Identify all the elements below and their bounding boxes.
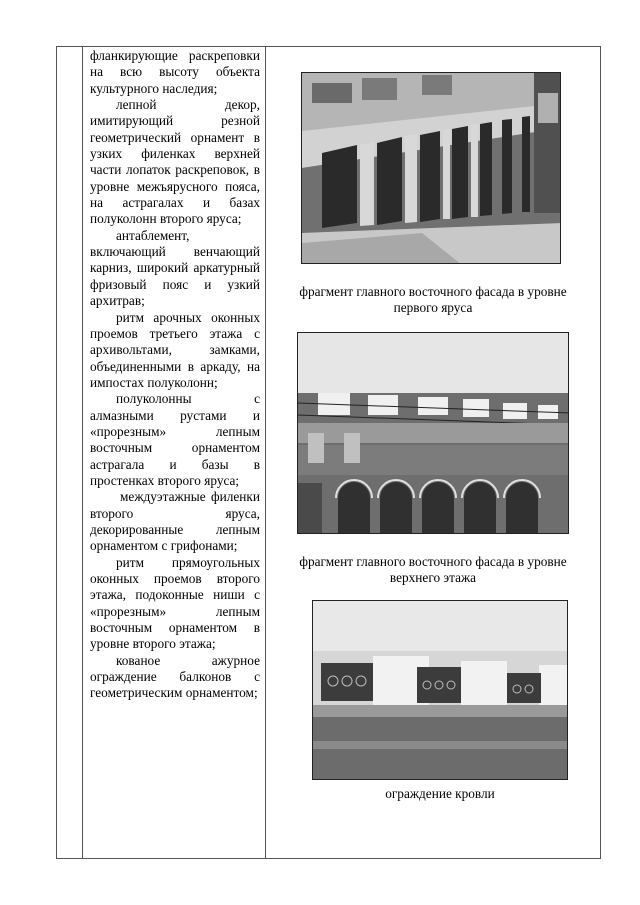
description-item: кованое ажурное ограждение балконов с геометрическим орнаментом; (90, 652, 260, 701)
description-item: полуколонны с алмазными рустами и «прорезным» лепным восточным орнаментом астрагала и базы в простенках второго яруса; (90, 391, 260, 488)
facade-upper-floor-photo (297, 332, 569, 534)
description-item: ритм прямоугольных оконных проемов второго этажа, подоконные ниши с «прорезным» лепным восточным орнаментом в уровне второго этажа; (90, 554, 260, 652)
figure-caption: фрагмент главного восточного фасада в уровне первого яруса (299, 284, 567, 315)
column-divider-number (82, 47, 83, 858)
description-item: междуэтажные филенки второго яруса, декорированные лепным орнаментом с грифонами; (90, 489, 260, 554)
description-item: фланкирующие раскреповки на всю высоту объекта культурного наследия; (90, 48, 260, 96)
figure-caption: фрагмент главного восточного фасада в уровне верхнего этажа (299, 554, 567, 585)
facade-first-tier-photo (301, 72, 561, 264)
description-item: лепной декор, имитирующий резной геометрический орнамент в узких филенках верхней части лопаток раскреповок, в уровне межъярусного пояса, на астрагалах и базах полуколонн второго яруса; (90, 97, 260, 227)
roof-railing-photo (312, 600, 568, 780)
description-column (90, 48, 260, 702)
figure-caption: ограждение кровли (385, 786, 495, 801)
column-divider-images (265, 47, 266, 858)
description-item: антаблемент, включающий венчающий карниз, широкий аркатурный фризовый пояс и узкий архитрав; (90, 227, 260, 309)
description-item: ритм арочных оконных проемов третьего этажа с архивольтами, замками, объединенными в аркаду, на импостах полуколонн; (90, 309, 260, 390)
